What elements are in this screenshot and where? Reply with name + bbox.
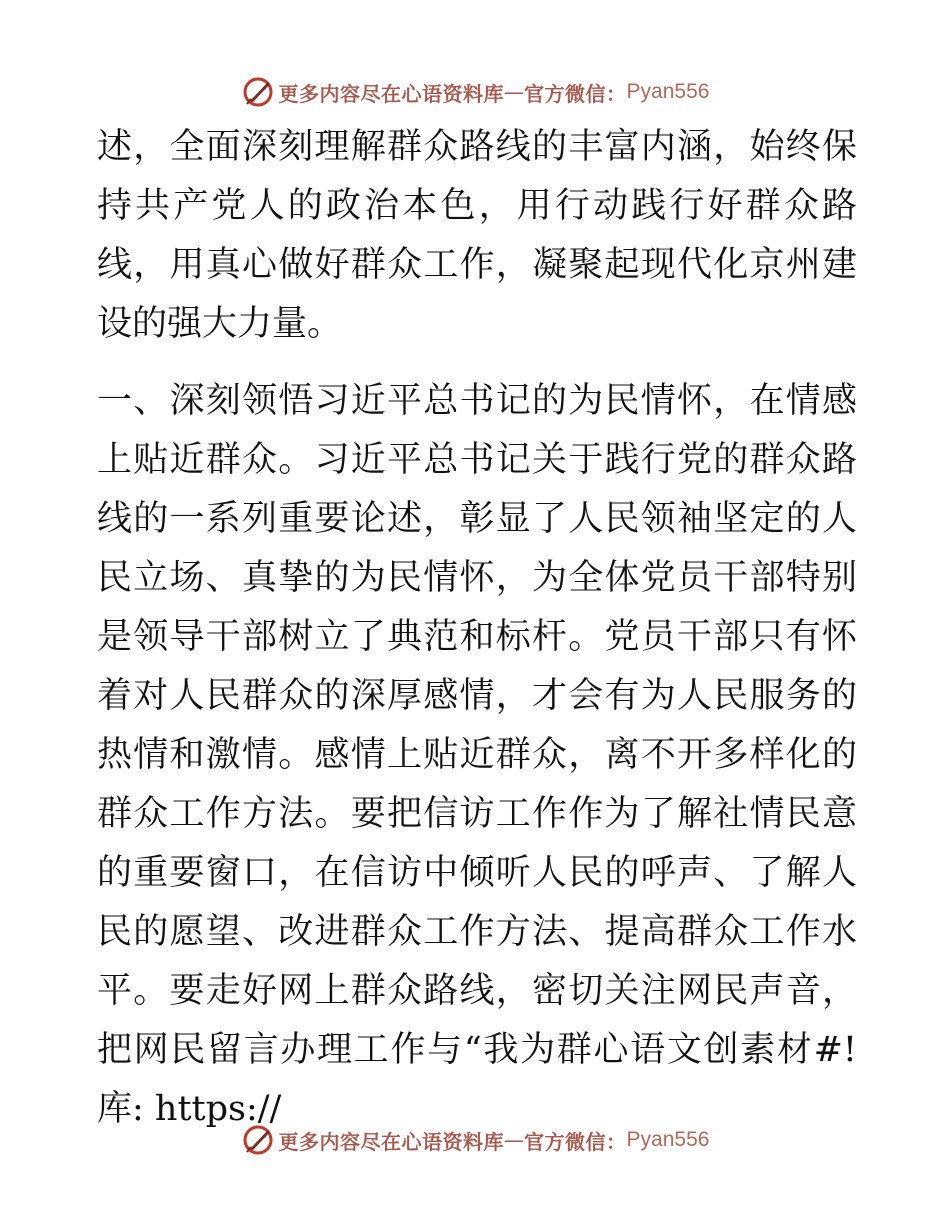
footer-separator: — <box>504 1128 525 1152</box>
footer-wechat-id: Pyan556 <box>626 1128 710 1151</box>
header-banner <box>0 72 950 112</box>
header-site-name: 更多内容尽在心语资料库 <box>278 81 505 106</box>
footer-wechat-label: 官方微信： <box>524 1129 627 1154</box>
header-wechat-label: 官方微信： <box>524 81 627 106</box>
footer-site-name: 更多内容尽在心语资料库 <box>278 1129 505 1154</box>
quill-logo-icon <box>241 1123 275 1157</box>
header-separator: — <box>504 80 525 104</box>
body-paragraph-2: 一、深刻领悟习近平总书记的为民情怀，在情感上贴近群众。习近平总书记关于践行党的群众路线的一系列重要论述，彰显了人民领袖坚定的人民立场、真挚的为民情怀，为全体党员干部特别是领导干部树立了典范和标杆。党员干部只有怀着对人民群众的深厚感情，才会有为人民服务的热情和激情。感情上贴近群众，离不开多样化的群众工作方法。要把信访工作作为了解社情民意的重要窗口，在信访中倾听人民的呼声、了解人民的愿望、改进群众工作方法、提高群众工作水平。要走好网上群众路线，密切关注网民声音，把网民留言办理工作与“我为群心语文创素材#! 库: https:// <box>97 381 857 1129</box>
document-body <box>97 118 857 1139</box>
quill-logo-icon <box>241 75 275 109</box>
footer-banner <box>0 1120 950 1160</box>
body-paragraph-1: 述，全面深刻理解群众路线的丰富内涵，始终保持共产党人的政治本色，用行动践行好群众路线，用真心做好群众工作，凝聚起现代化京州建设的强大力量。 <box>97 127 857 344</box>
header-wechat-id: Pyan556 <box>626 80 710 103</box>
